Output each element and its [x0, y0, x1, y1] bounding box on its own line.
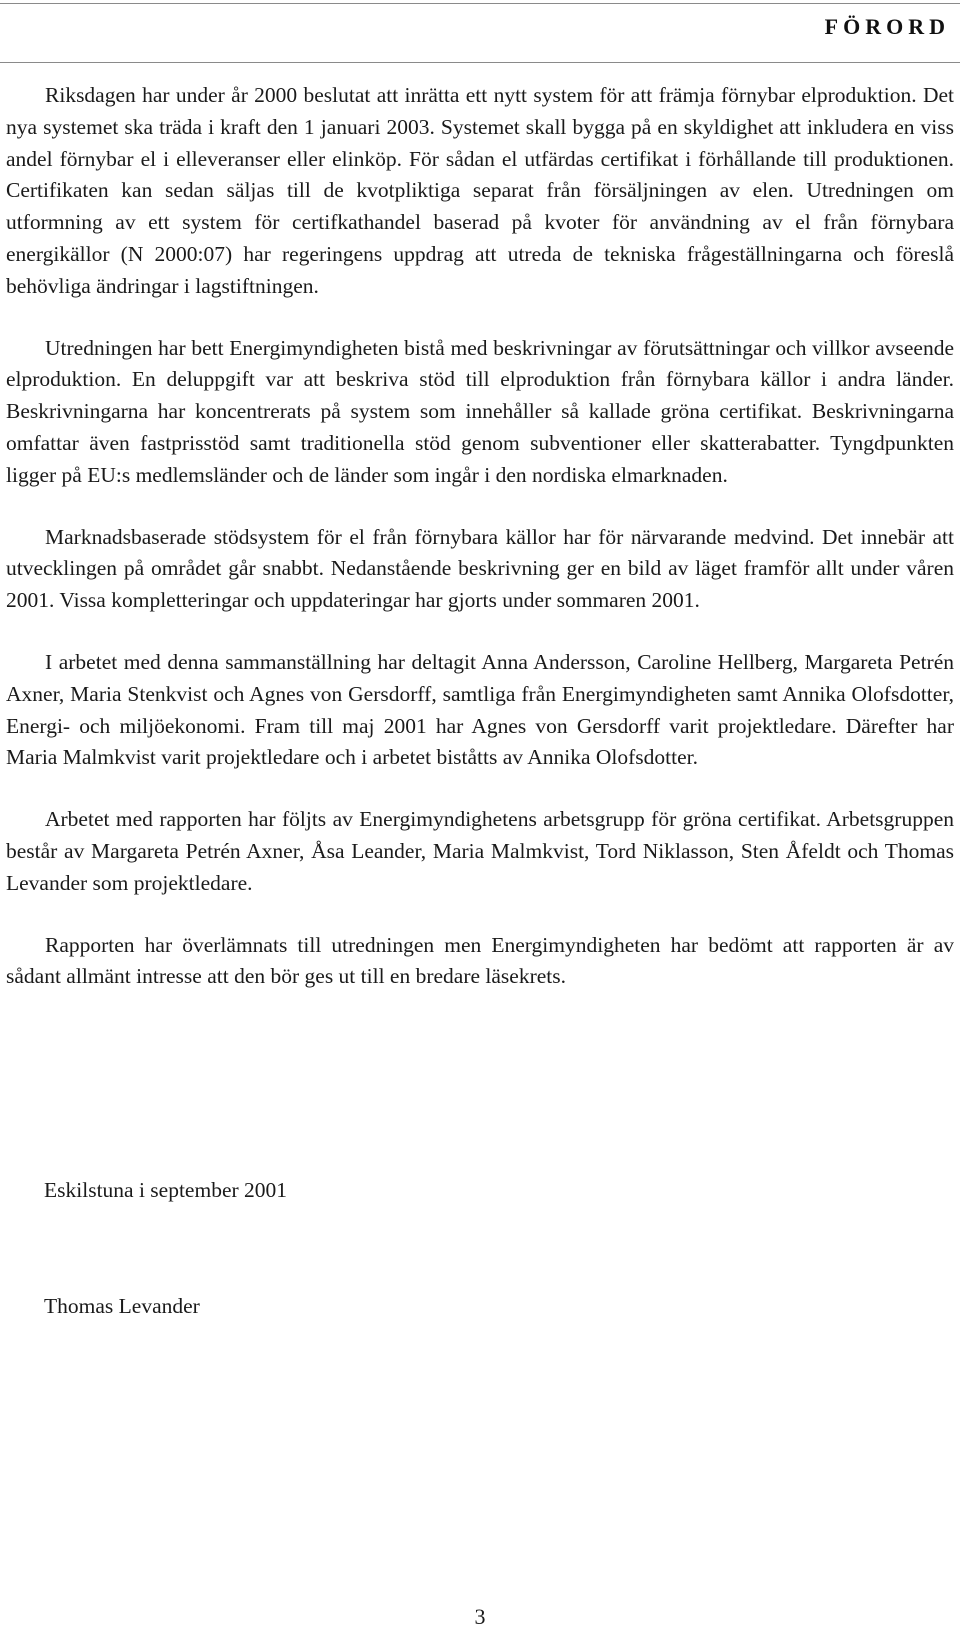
paragraph-publication: Rapporten har överlämnats till utredningen men Energimyndigheten har bedömt att rapporten är av sådant allmänt intresse att den bör ges ut till en bredare läsekrets.	[6, 932, 954, 989]
page-number: 3	[474, 1604, 486, 1629]
paragraph-market-systems: Marknadsbaserade stödsystem för el från förnybara källor har för närvarande medvind. Det innebär att utvecklingen på området går snabbt. Nedanstående beskrivning ger en bild av läget framför allt under våren 2001. Vissa kompletteringar och uppdateringar har gjorts under sommaren 2001.	[6, 524, 954, 613]
signature-name: Thomas Levander	[44, 1294, 200, 1318]
paragraph-contributors: I arbetet med denna sammanställning har deltagit Anna Andersson, Caroline Hellberg, Margareta Petrén Axner, Maria Stenkvist och Agnes von Gersdorff, samtliga från Energimyndigheten samt Annika Olofsdotter, Energi- och miljöekonomi. Fram till maj 2001 har Agnes von Gersdorff varit projektledare. Därefter har Maria Malmkvist varit projektledare och i arbetet biståtts av Annika Olofsdotter.	[6, 649, 954, 770]
signature-place-date: Eskilstuna i september 2001	[44, 1178, 288, 1202]
preface-body	[6, 80, 954, 1023]
paragraph-assignment: Utredningen har bett Energimyndigheten bistå med beskrivningar av förutsättningar och villkor avseende elproduktion. En deluppgift var att beskriva stöd till elproduktion från förnybara källor i andra länder. Beskrivningarna har koncentrerats på system som innehåller så kallade gröna certifikat. Beskrivningarna omfattar även fastprisstöd samt traditionella stöd genom subventioner eller skatterabatter. Tyngdpunkten ligger på EU:s medlemsländer och de länder som ingår i den nordiska elmarknaden.	[6, 335, 954, 487]
paragraph-working-group: Arbetet med rapporten har följts av Energimyndighetens arbetsgrupp för gröna certifikat. Arbetsgruppen består av Margareta Petrén Axner, Åsa Leander, Maria Malmkvist, Tord Niklasson, Sten Åfeldt och Thomas Levander som projektledare.	[6, 807, 954, 895]
header-top-rule	[0, 3, 960, 4]
paragraph-background: Riksdagen har under år 2000 beslutat att inrätta ett nytt system för att främja förnybar elproduktion. Det nya systemet ska träda i kraft den 1 januari 2003. Systemet skall bygga på en skyldighet att inkludera en viss andel förnybar el i elleveranser eller elinköp. För sådan el utfärdas certifikat i förhållande till produktionen. Certifikaten kan sedan säljas till de kvotpliktiga separat från försäljningen av elen. Utredningen om utformning av ett system för certifkathandel baserad på kvoter för användning av el från förnybara energikällor (N 2000:07) har regeringens uppdrag att utreda de tekniska frågeställningarna och föreslå behövliga ändringar i lagstiftningen.	[6, 83, 954, 298]
header-bottom-rule	[0, 62, 960, 63]
page-title: FÖRORD	[824, 14, 950, 39]
